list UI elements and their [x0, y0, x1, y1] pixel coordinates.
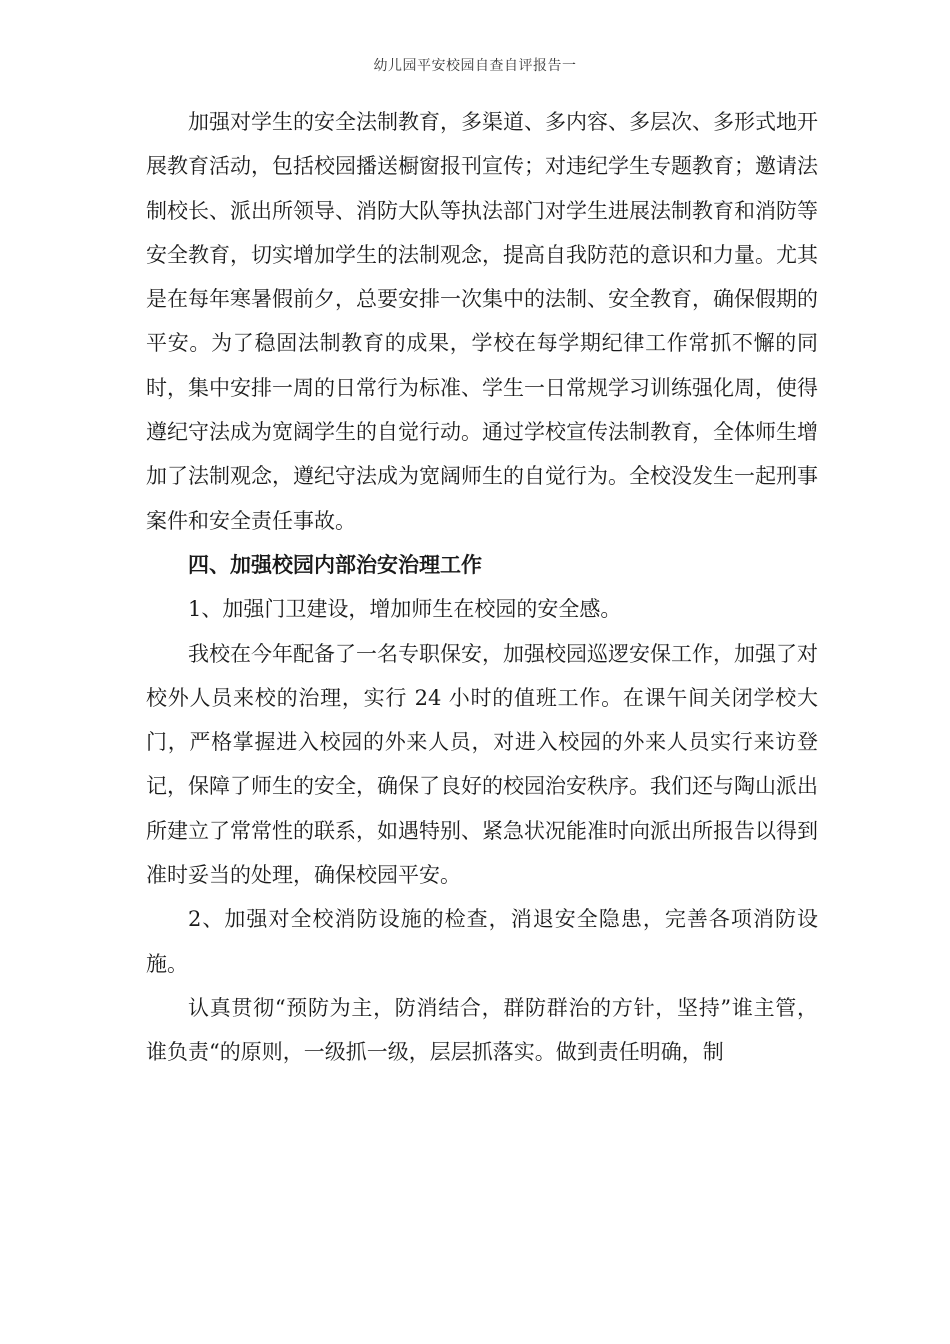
section-heading-security-management: 四、加强校园内部治安治理工作 [188, 551, 482, 577]
paragraph-security-guard: 我校在今年配备了一名专职保安，加强校园巡逻安保工作，加强了对校外人员来校的治理，实行 24 小时的值班工作。在课午间关闭学校大门，严格掌握进入校园的外来人员，对进入校园的外来人员实行来访登记，保障了师生的安全，确保了良好的校园治安秩序。我们还与陶山派出所建立了常常性的联系，如遇特别、紧急状况能准时向派出所报告以得到准时妥当的处理，确保校园平安。 [146, 641, 818, 888]
paragraph-item-gate-guard: 1、加强门卫建设，增加师生在校园的安全感。 [188, 597, 622, 622]
paragraph-legal-education: 加强对学生的安全法制教育，多渠道、多内容、多层次、多形式地开展教育活动，包括校园播送橱窗报刊宣传；对违纪学生专题教育；邀请法制校长、派出所领导、消防大队等执法部门对学生进展法制教育和消防等安全教育，切实增加学生的法制观念，提高自我防范的意识和力量。尤其是在每年寒暑假前夕，总要安排一次集中的法制、安全教育，确保假期的平安。为了稳固法制教育的成果，学校在每学期纪律工作常抓不懈的同时，集中安排一周的日常行为标准、学生一日常规学习训练强化周，使得遵纪守法成为宽阔学生的自觉行动。通过学校宣传法制教育，全体师生增加了法制观念，遵纪守法成为宽阔师生的自觉行为。全校没发生一起刑事案件和安全责任事故。 [146, 110, 818, 533]
page-header-title: 幼儿园平安校园自查自评报告一 [373, 58, 577, 74]
paragraph-fire-policy: 认真贯彻“预防为主，防消结合，群防群治的方针，坚持”谁主管，谁负责“的原则，一级抓一级，层层抓落实。做到责任明确，制 [146, 995, 818, 1065]
document-body [146, 100, 818, 1075]
paragraph-item-fire-safety: 2、加强对全校消防设施的检查，消退安全隐患，完善各项消防设施。 [146, 907, 818, 976]
